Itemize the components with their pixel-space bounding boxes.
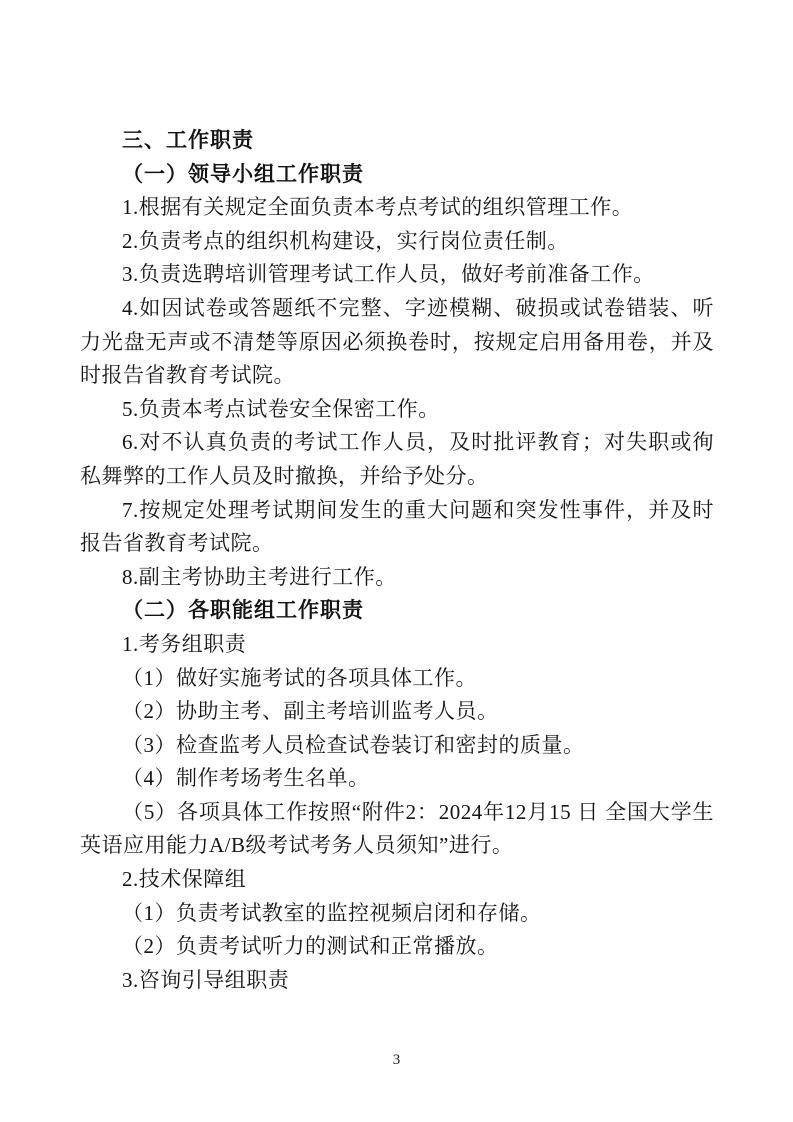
section-heading: （一）领导小组工作职责 <box>122 162 364 186</box>
body-paragraph: （3）检查监考人员检查试卷装订和密封的质量。 <box>122 732 585 757</box>
body-paragraph: 3.负责选聘培训管理考试工作人员，做好考前准备工作。 <box>122 262 655 287</box>
body-paragraph: 2.负责考点的组织机构建设，实行岗位责任制。 <box>122 228 569 253</box>
body-paragraph: 2.技术保障组 <box>122 867 247 892</box>
body-paragraph: 1.根据有关规定全面负责本考点考试的组织管理工作。 <box>122 195 634 220</box>
body-paragraph: 1.考务组职责 <box>122 631 247 656</box>
body-paragraph: 7.按规定处理考试期间发生的重大问题和突发性事件，并及时报告省教育考试院。 <box>80 497 714 556</box>
body-paragraph: （2）负责考试听力的测试和正常播放。 <box>122 934 499 959</box>
body-paragraph: （4）制作考场考生名单。 <box>122 766 370 791</box>
body-paragraph: （1）做好实施考试的各项具体工作。 <box>122 665 477 690</box>
body-paragraph: （2）协助主考、副主考培训监考人员。 <box>122 699 499 724</box>
document-body <box>80 124 714 997</box>
body-paragraph: 8.副主考协助主考进行工作。 <box>122 564 397 589</box>
section-heading: （二）各职能组工作职责 <box>122 599 364 623</box>
body-paragraph: 6.对不认真负责的考试工作人员，及时批评教育；对失职或徇私舞弊的工作人员及时撤换，并给予处分。 <box>80 430 714 488</box>
body-paragraph: 4.如因试卷或答题纸不完整、字迹模糊、破损或试卷错装、听力光盘无声或不清楚等原因必须换卷时，按规定启用备用卷，并及时报告省教育考试院。 <box>80 295 714 388</box>
body-paragraph: （5）各项具体工作按照“附件2：2024年12月15 日 全国大学生英语应用能力A/B级考试考务人员须知”进行。 <box>80 799 714 858</box>
body-paragraph: 3.咨询引导组职责 <box>122 967 290 992</box>
section-heading: 三、工作职责 <box>122 129 254 152</box>
body-paragraph: 5.负责本考点试卷安全保密工作。 <box>122 396 440 421</box>
page-number: 3 <box>392 1052 401 1068</box>
body-paragraph: （1）负责考试教室的监控视频启闭和存储。 <box>122 900 542 925</box>
